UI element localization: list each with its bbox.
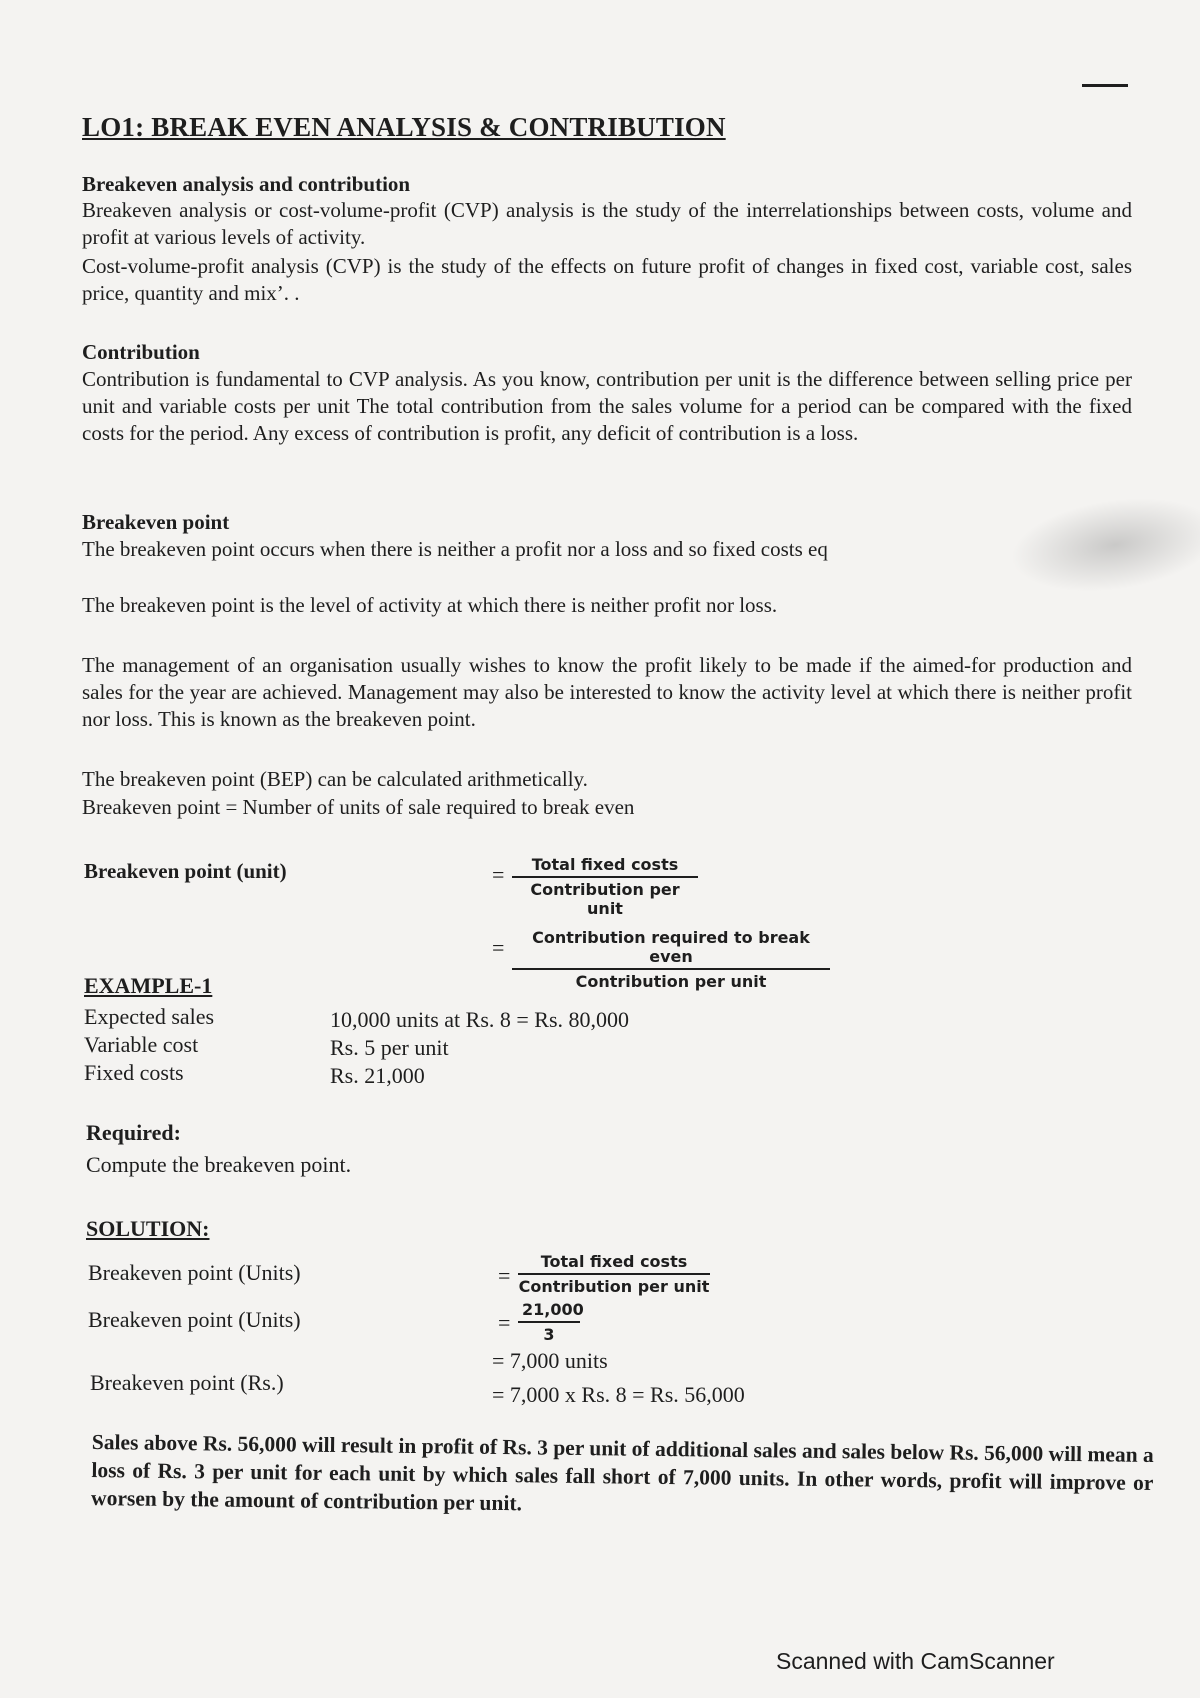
para-contribution: Contribution is fundamental to CVP analysis. As you know, contribution per unit is the difference between selling price per unit and variable costs per unit The total contribution from the sales volume for a period can be compared with the fixed costs for the period. Any excess of contribution is profit, any deficit of contribution is a loss. — [82, 367, 1132, 445]
para-bep-formula-words: Breakeven point = Number of units of sale required to break even — [82, 795, 635, 819]
formula-denominator-1: Contribution per unit — [512, 876, 698, 918]
solution-result-rs: = 7,000 x Rs. 8 = Rs. 56,000 — [492, 1382, 745, 1407]
solution-equals-1: = — [498, 1263, 511, 1288]
solution-label-units-1: Breakeven point (Units) — [88, 1260, 301, 1285]
formula-label: Breakeven point (unit) — [84, 859, 287, 883]
solution-fraction-1 — [518, 1252, 710, 1296]
formula-numerator-1: Total fixed costs — [531, 855, 679, 874]
para-cvp-definition: Breakeven analysis or cost-volume-profit (CVP) analysis is the study of the interrelationships between costs, volume and profit at various levels of activity. — [82, 198, 1132, 249]
formula-equals-1: = — [492, 862, 505, 887]
solution-heading: SOLUTION: — [86, 1216, 210, 1241]
corner-pen-mark — [1082, 84, 1128, 87]
example-label-variable-cost: Variable cost — [84, 1032, 199, 1057]
example-value-sales: 10,000 units at Rs. 8 = Rs. 80,000 — [330, 1007, 630, 1032]
formula-fraction-1 — [512, 855, 698, 918]
solution-equals-2: = — [498, 1310, 511, 1335]
example-label-fixed-costs: Fixed costs — [84, 1060, 184, 1085]
formula-denominator-2: Contribution per unit — [512, 968, 830, 991]
solution-numerator-2: 21,000 — [522, 1300, 584, 1319]
formula-fraction-2 — [512, 928, 830, 991]
para-management: The management of an organisation usually wishes to know the profit likely to be made if the aimed-for production and sales for the year are achieved. Management may also be interested to know the activity level at which there is neither profit nor loss. This is known as the breakeven point. — [82, 653, 1132, 731]
para-bep-arithmetic: The breakeven point (BEP) can be calculated arithmetically. — [82, 767, 588, 791]
required-heading: Required: — [86, 1120, 181, 1145]
solution-conclusion: Sales above Rs. 56,000 will result in profit of Rs. 3 per unit of additional sales and sales below Rs. 56,000 will mean a loss of Rs. 3 per unit for each unit by which sales fall short of 7,000 units. In other words, profit will improve or worsen by the amount of contribution per unit. — [90, 1429, 1154, 1516]
example-heading: EXAMPLE-1 — [84, 973, 213, 998]
para-cvp-effects: Cost-volume-profit analysis (CVP) is the study of the effects on future profit of changes in fixed cost, variable cost, sales price, quantity and mix’. . — [82, 254, 1132, 305]
solution-numerator-1: Total fixed costs — [540, 1252, 688, 1271]
solution-label-units-2: Breakeven point (Units) — [88, 1307, 301, 1332]
formula-numerator-2: Contribution required to break even — [532, 928, 810, 966]
solution-denominator-2: 3 — [518, 1321, 580, 1344]
example-value-fixed-costs: Rs. 21,000 — [330, 1063, 425, 1088]
heading-breakeven-point: Breakeven point — [82, 510, 230, 534]
para-bep-level: The breakeven point is the level of activity at which there is neither profit nor loss. — [82, 593, 778, 617]
example-label-sales: Expected sales — [84, 1004, 215, 1029]
camscanner-watermark: Scanned with CamScanner — [776, 1648, 1055, 1674]
heading-breakeven-analysis: Breakeven analysis and contribution — [82, 172, 411, 196]
formula-equals-2: = — [492, 935, 505, 960]
heading-contribution: Contribution — [82, 340, 200, 364]
page-title: LO1: BREAK EVEN ANALYSIS & CONTRIBUTION — [82, 112, 726, 142]
para-bep-occurs: The breakeven point occurs when there is neither a profit nor a loss and so fixed costs eq — [82, 537, 828, 561]
example-value-variable-cost: Rs. 5 per unit — [330, 1035, 449, 1060]
solution-fraction-2 — [518, 1300, 584, 1344]
required-text: Compute the breakeven point. — [86, 1152, 352, 1177]
solution-result-units: = 7,000 units — [492, 1348, 608, 1373]
solution-label-rs: Breakeven point (Rs.) — [90, 1370, 284, 1395]
solution-denominator-1: Contribution per unit — [518, 1273, 710, 1296]
